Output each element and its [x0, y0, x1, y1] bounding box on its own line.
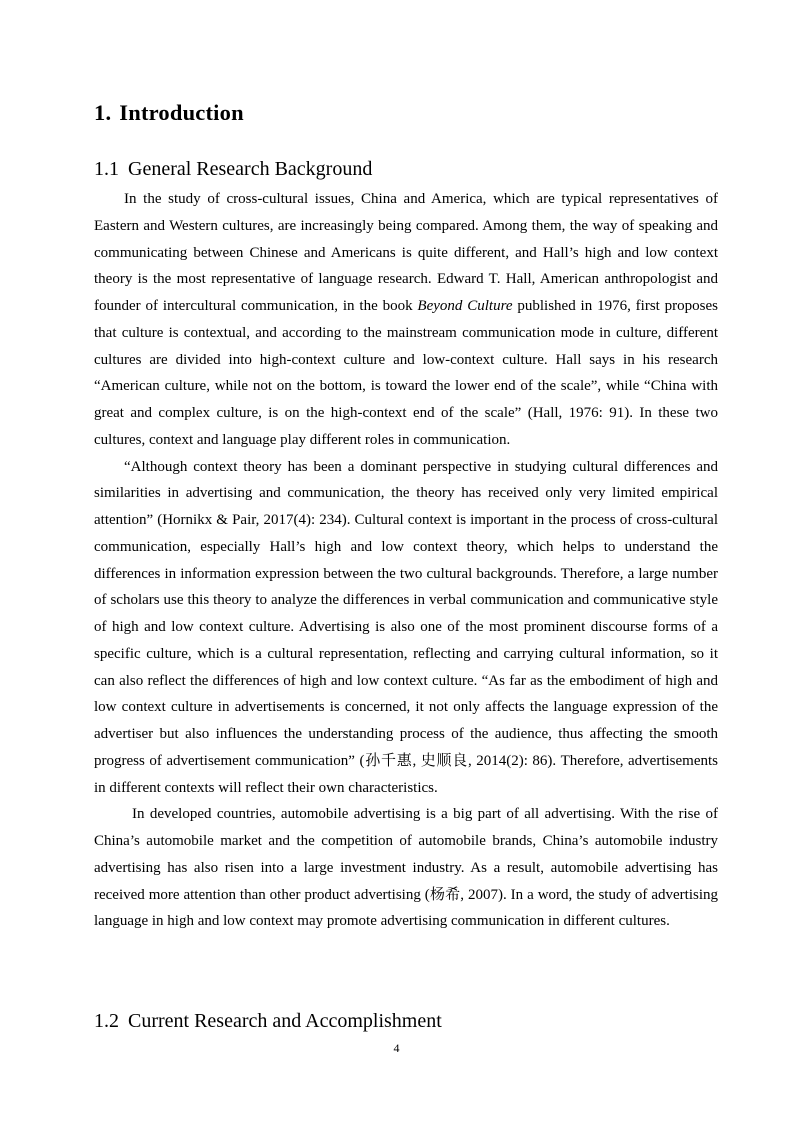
section-heading-1-2: [94, 1010, 442, 1033]
page-number: 4: [393, 1041, 400, 1055]
paragraph-1-part-a: In the study of cross-cultural issues, China and America, which are typical representatives of Eastern and Western cultures, are increasingly being compared. Among them, the way of speaking and communicating between Chinese and Americans is quite different, and Hall’s high and low context theory is the most representative of language research. Edward T. Hall, American anthropologist and founder of intercultural communication, in the book: [94, 191, 718, 314]
section-title: General Research Background: [128, 158, 373, 180]
chapter-heading: [94, 100, 244, 126]
paragraph-3: In developed countries, automobile advertising is a big part of all advertising. With the rise of China’s automobile market and the competition of automobile brands, China’s automobile industry advertising has also risen into a large investment industry. As a result, automobile advertising has received more attention than other product advertising (杨希, 2007). In a word, the study of advertising language in high and low context may promote advertising communication in different cultures.: [94, 806, 718, 930]
book-title: Beyond Culture: [417, 298, 513, 314]
section-title: Current Research and Accomplishment: [128, 1010, 442, 1032]
section-body: [94, 186, 718, 935]
section-heading-1-1: [94, 158, 372, 181]
paragraph-2: “Although context theory has been a dominant perspective in studying cultural differences and similarities in advertising and communication, the theory has received only very limited empirical attention” (Hornikx & Pair, 2017(4): 234). Cultural context is important in the process of cross-cultural communication, especially Hall’s high and low context theory, which helps to understand the differences in information expression between the two cultural backgrounds. Therefore, a large number of scholars use this theory to analyze the differences in verbal communication and communicative style of high and low context culture. Advertising is also one of the most prominent discourse forms of a specific culture, which is a cultural representation, reflecting and carrying cultural information, so it can also reflect the differences of high and low context culture. “As far as the embodiment of high and low context culture in advertisements is concerned, it not only affects the language expression of the advertiser but also influences the understanding process of the audience, thus affecting the smooth progress of advertisement communication” (孙千惠, 史顺良, 2014(2): 86). Therefore, advertisements in different contexts will reflect their own characteristics.: [94, 458, 718, 796]
section-number: 1.1: [94, 158, 119, 180]
section-number: 1.2: [94, 1010, 119, 1032]
paragraph-1: [94, 186, 718, 454]
chapter-number: 1.: [94, 100, 112, 125]
chapter-title: Introduction: [119, 100, 244, 125]
paragraph-1-part-b: published in 1976, first proposes that culture is contextual, and according to the mainstream communication mode in culture, different cultures are divided into high-context culture and low-context culture. Hall says in his research “American culture, while not on the bottom, is toward the lower end of the scale”, while “China with great and complex culture, is on the high-context end of the scale” (Hall, 1976: 91). In these two cultures, context and language play different roles in communication.: [94, 298, 718, 448]
